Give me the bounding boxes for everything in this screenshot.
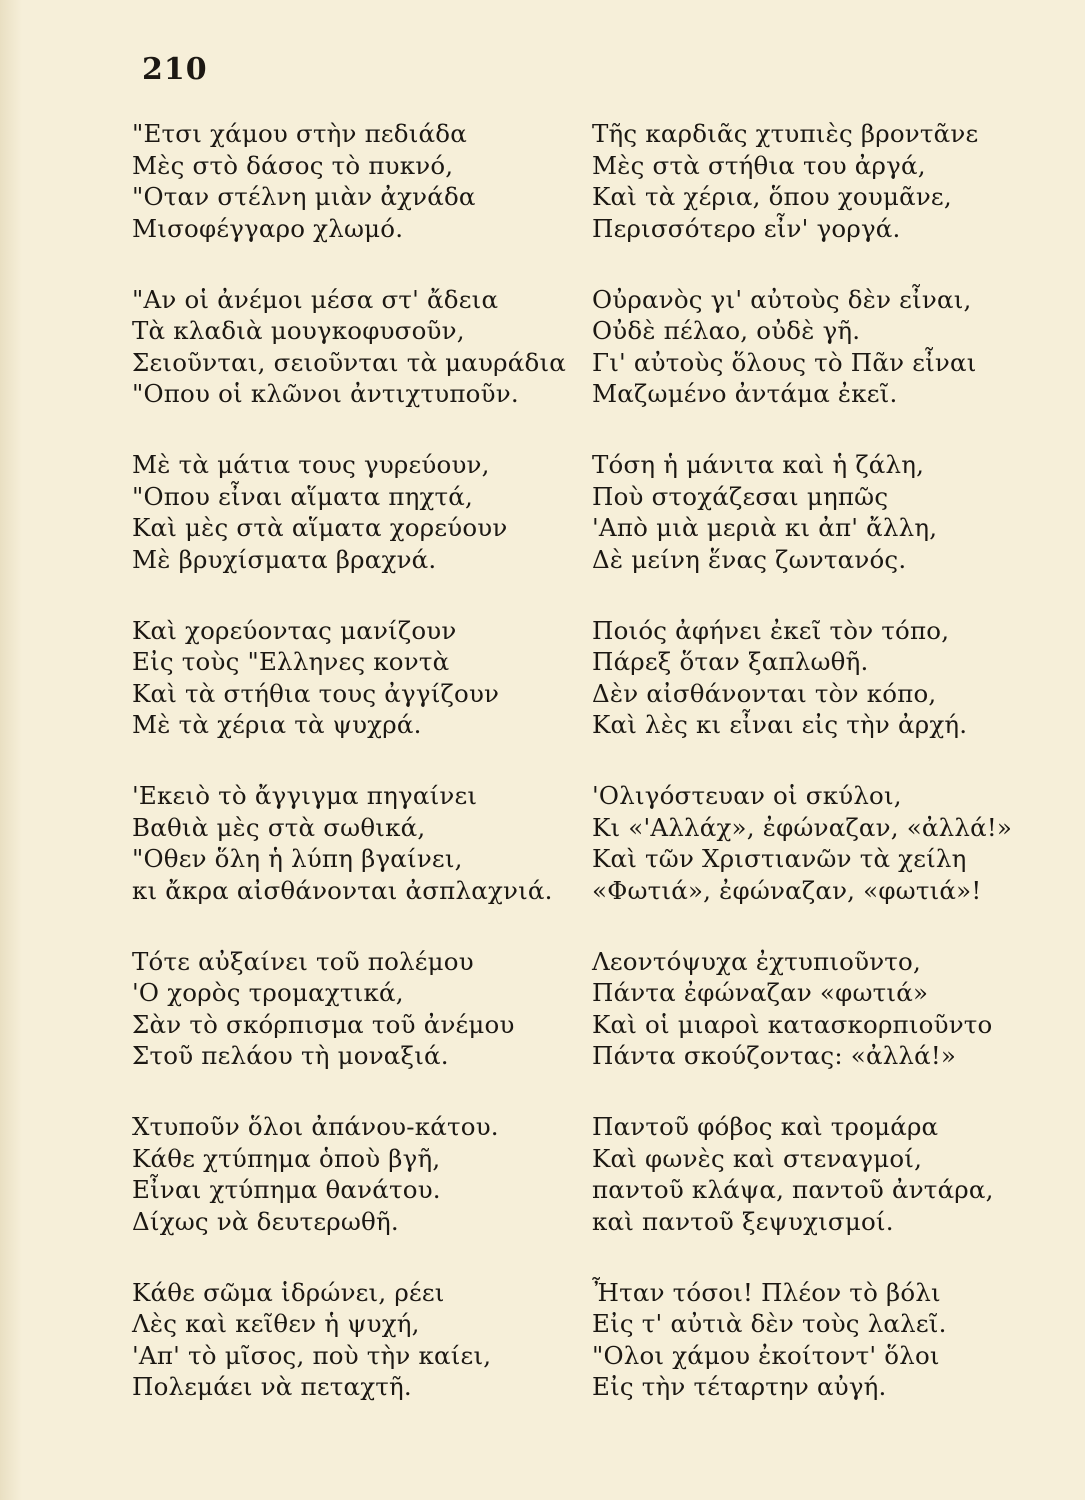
verse-line: 'Ολιγόστευαν οἱ σκύλοι, — [592, 781, 902, 810]
verse-line: "Οπου οἱ κλῶνοι ἀντιχτυποῦν. — [132, 379, 519, 409]
verse-line: Πάρεξ ὅταν ξαπλωθῆ. — [592, 647, 869, 677]
verse-line: «Φωτιά», ἐφώναζαν, «φωτιά»! — [592, 875, 982, 905]
stanza — [592, 780, 1062, 946]
verse-line: Κάθε σῶμα ἱδρώνει, ρέει — [132, 1277, 445, 1307]
verse-line: Τὰ κλαδιὰ μουγκοφυσοῦν, — [132, 316, 465, 346]
verse-line: Δίχως νὰ δευτερωθῆ. — [132, 1206, 399, 1236]
verse-line: "Αν οἱ ἀνέμοι μέσα στ' ἄδεια — [132, 284, 499, 314]
stanza — [132, 946, 582, 1112]
verse-line: 'Ο χορὸς τρομαχτικά, — [132, 978, 404, 1008]
verse-line: Λεοντόψυχα ἐχτυπιοῦντο, — [592, 946, 921, 976]
verse-line: Καὶ τὰ χέρια, ὅπου χουμᾶνε, — [592, 182, 952, 212]
stanza — [592, 1277, 1062, 1443]
stanza — [132, 1111, 582, 1277]
verse-line: Στοῦ πελάου τὴ μοναξιά. — [132, 1041, 449, 1071]
verse-line: Εἰς τ' αὐτιὰ δὲν τοὺς λαλεῖ. — [592, 1309, 947, 1339]
verse-line: "Ολοι χάμου ἐκοίτοντ' ὅλοι — [592, 1340, 940, 1370]
verse-line: καὶ παντοῦ ξεψυχισμοί. — [592, 1206, 894, 1236]
verse-line: Τότε αὐξαίνει τοῦ πολέμου — [132, 946, 474, 976]
stanza — [132, 615, 582, 781]
verse-line: Δὲν αἰσθάνονται τὸν κόπο, — [592, 678, 937, 708]
poem-column-right — [592, 118, 1062, 1442]
verse-line: Παντοῦ φόβος καὶ τρομάρα — [592, 1112, 939, 1141]
verse-line: Εἰς τοὺς "Ελληνες κοντὰ — [132, 647, 450, 677]
page-edge-shadow — [0, 0, 22, 1500]
stanza — [592, 946, 1062, 1112]
verse-line: Κάθε χτύπημα ὁποὺ βγῆ, — [132, 1143, 441, 1173]
verse-line: Οὐρανὸς γι' αὐτοὺς δὲν εἶναι, — [592, 284, 972, 314]
verse-line: Εἰς τὴν τέταρτην αὐγή. — [592, 1372, 887, 1402]
verse-line: Καὶ οἱ μιαροὶ κατασκορπιοῦντο — [592, 1009, 993, 1039]
verse-line: Βαθιὰ μὲς στὰ σωθικά, — [132, 812, 426, 842]
verse-line: Μὲ τὰ χέρια τὰ ψυχρά. — [132, 710, 422, 740]
verse-line: Πάντα ἐφώναζαν «φωτιά» — [592, 978, 929, 1008]
verse-line: Μαζωμένο ἀντάμα ἐκεῖ. — [592, 379, 898, 409]
stanza — [592, 449, 1062, 615]
stanza — [132, 449, 582, 615]
verse-line: Καὶ μὲς στὰ αἵματα χορεύουν — [132, 513, 508, 543]
verse-line: 'Απὸ μιὰ μεριὰ κι ἀπ' ἄλλη, — [592, 513, 938, 543]
verse-line: "Οταν στέλνη μιὰν ἀχνάδα — [132, 182, 476, 212]
verse-line: Μὲ τὰ μάτια τους γυρεύουν, — [132, 450, 490, 479]
verse-line: "Οθεν ὅλη ἡ λύπη βγαίνει, — [132, 844, 463, 874]
verse-line: Σειοῦνται, σειοῦνται τὰ μαυράδια — [132, 347, 566, 377]
verse-line: Πολεμάει νὰ πεταχτῆ. — [132, 1372, 412, 1402]
verse-line: 'Απ' τὸ μῖσος, ποὺ τὴν καίει, — [132, 1340, 492, 1370]
verse-line: Τῆς καρδιᾶς χτυπιὲς βροντᾶνε — [592, 119, 979, 148]
page-number: 210 — [142, 52, 208, 87]
verse-line: Ποὺ στοχάζεσαι μηπῶς — [592, 481, 889, 511]
verse-line: Μὲ βρυχίσματα βραχνά. — [132, 544, 437, 574]
stanza — [132, 284, 582, 450]
verse-line: Καὶ τῶν Χριστιανῶν τὰ χείλη — [592, 844, 967, 874]
verse-line: Τόση ἡ μάνιτα καὶ ἡ ζάλη, — [592, 450, 925, 479]
stanza — [592, 1111, 1062, 1277]
verse-line: Ποιός ἀφήνει ἐκεῖ τὸν τόπο, — [592, 615, 950, 645]
verse-line: Μισοφέγγαρο χλωμό. — [132, 213, 404, 243]
verse-line: "Ετσι χάμου στὴν πεδιάδα — [132, 119, 467, 148]
verse-line: Καὶ τὰ στήθια τους ἀγγίζουν — [132, 678, 500, 708]
verse-line: Εἶναι χτύπημα θανάτου. — [132, 1175, 441, 1205]
verse-line: Ἦταν τόσοι! Πλέον τὸ βόλι — [592, 1277, 941, 1307]
verse-line: Σὰν τὸ σκόρπισμα τοῦ ἀνέμου — [132, 1009, 515, 1039]
verse-line: Οὐδὲ πέλαο, οὐδὲ γῆ. — [592, 316, 861, 346]
verse-line: Μὲς στὰ στήθια του ἀργά, — [592, 150, 926, 180]
verse-line: "Οπου εἶναι αἵματα πηχτά, — [132, 481, 474, 511]
stanza — [132, 780, 582, 946]
stanza — [592, 615, 1062, 781]
verse-line: Κι «'Αλλάχ», ἐφώναζαν, «ἀλλά!» — [592, 812, 1013, 842]
verse-line: κι ἄκρα αἰσθάνονται ἀσπλαχνιά. — [132, 875, 553, 905]
verse-line: Γι' αὐτοὺς ὅλους τὸ Πᾶν εἶναι — [592, 347, 977, 377]
verse-line: Πάντα σκούζοντας: «ἀλλά!» — [592, 1041, 957, 1071]
verse-line: Δὲ μείνη ἕνας ζωντανός. — [592, 544, 907, 574]
verse-line: Περισσότερο εἶν' γοργά. — [592, 213, 901, 243]
verse-line: Μὲς στὸ δάσος τὸ πυκνό, — [132, 150, 454, 180]
stanza — [132, 1277, 582, 1443]
stanza — [592, 284, 1062, 450]
poem-column-left — [132, 118, 582, 1442]
verse-line: Καὶ λὲς κι εἶναι εἰς τὴν ἀρχή. — [592, 710, 968, 740]
verse-line: Καὶ χορεύοντας μανίζουν — [132, 615, 457, 645]
stanza — [592, 118, 1062, 284]
verse-line: 'Εκειὸ τὸ ἄγγιγμα πηγαίνει — [132, 781, 478, 810]
verse-line: παντοῦ κλάψα, παντοῦ ἀντάρα, — [592, 1175, 994, 1205]
verse-line: Καὶ φωνὲς καὶ στεναγμοί, — [592, 1143, 923, 1173]
verse-line: Χτυποῦν ὅλοι ἀπάνου-κάτου. — [132, 1112, 499, 1141]
verse-line: Λὲς καὶ κεῖθεν ἡ ψυχή, — [132, 1309, 420, 1339]
stanza — [132, 118, 582, 284]
